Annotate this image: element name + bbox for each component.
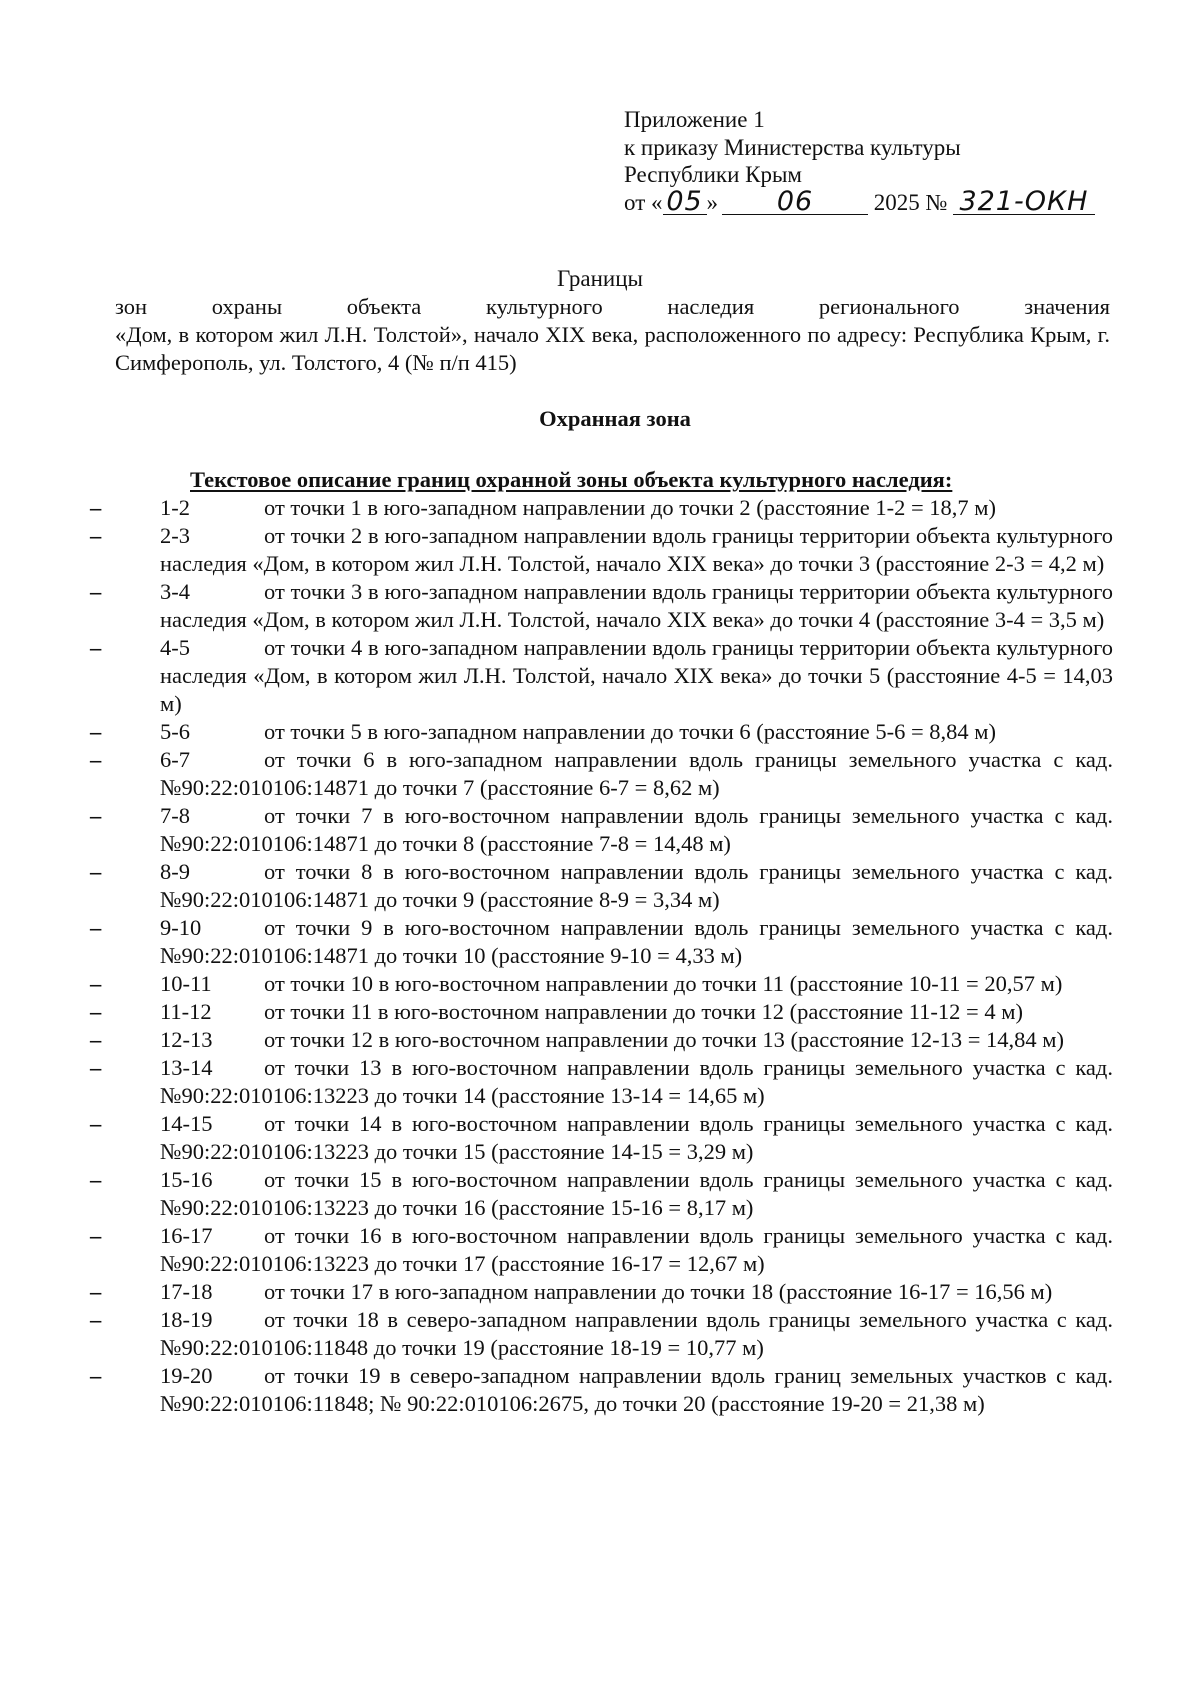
boundary-entry xyxy=(0,494,1113,522)
list-dash: – xyxy=(90,523,102,548)
segment-code: 5-6 xyxy=(160,719,190,744)
list-dash: – xyxy=(90,859,102,884)
segment-description: от точки 14 в юго-восточном направлении вдоль границы земельного участка с кад. №90:22:010106:13223 до точки 15 (расстояние 14-15 = 3,29 м) xyxy=(160,1111,1113,1164)
segment-code: 1-2 xyxy=(160,495,190,520)
segment-description: от точки 3 в юго-западном направлении вдоль границы территории объекта культурного наследия «Дом, в котором жил Л.Н. Толстой, начало XIX века» до точки 4 (расстояние 3-4 = 3,5 м) xyxy=(160,579,1113,632)
boundary-entry xyxy=(0,1054,1113,1110)
appendix-number: Приложение 1 xyxy=(624,107,765,132)
segment-description: от точки 12 в юго-восточном направлении до точки 13 (расстояние 12-13 = 14,84 м) xyxy=(264,1027,1065,1052)
segment-description: от точки 5 в юго-западном направлении до точки 6 (расстояние 5-6 = 8,84 м) xyxy=(264,719,997,744)
list-dash: – xyxy=(90,747,102,772)
list-dash: – xyxy=(90,1055,102,1080)
segment-description: от точки 19 в северо-западном направлении вдоль границ земельных участков с кад. №90:22:010106:11848; № 90:22:010106:2675, до точки 20 (расстояние 19-20 = 21,38 м) xyxy=(160,1363,1113,1416)
list-dash: – xyxy=(90,1167,102,1192)
segment-code: 10-11 xyxy=(160,971,212,996)
year-label: 2025 № xyxy=(873,189,948,215)
segment-code: 19-20 xyxy=(160,1363,213,1388)
boundary-entry xyxy=(0,1166,1113,1222)
boundary-entry xyxy=(0,578,1113,634)
segment-description: от точки 17 в юго-западном направлении до точки 18 (расстояние 16-17 = 16,56 м) xyxy=(264,1279,1053,1304)
handwritten-day: 05 xyxy=(663,190,707,215)
segment-code: 17-18 xyxy=(160,1279,213,1304)
date-day-close: » xyxy=(706,189,718,215)
boundary-entry xyxy=(0,1110,1113,1166)
list-dash: – xyxy=(90,1111,102,1136)
segment-code: 18-19 xyxy=(160,1307,213,1332)
segment-description: от точки 1 в юго-западном направлении до точки 2 (расстояние 1-2 = 18,7 м) xyxy=(264,495,997,520)
segment-description: от точки 6 в юго-западном направлении вдоль границы земельного участка с кад. №90:22:010106:14871 до точки 7 (расстояние 6-7 = 8,62 м) xyxy=(160,747,1113,800)
order-reference: к приказу Министерства культуры xyxy=(624,134,961,160)
date-prefix: от « xyxy=(624,189,663,215)
list-dash: – xyxy=(90,579,102,604)
zone-heading: Охранная зона xyxy=(539,406,691,431)
segment-code: 15-16 xyxy=(160,1167,213,1192)
handwritten-order-number: 321-ОКН xyxy=(953,190,1095,215)
boundary-entry xyxy=(0,1306,1113,1362)
boundary-entry xyxy=(0,746,1113,802)
segment-description: от точки 10 в юго-восточном направлении до точки 11 (расстояние 10-11 = 20,57 м) xyxy=(264,971,1063,996)
handwritten-month: 06 xyxy=(722,190,868,215)
boundary-entries-list xyxy=(0,494,1200,1418)
boundary-entry xyxy=(0,858,1113,914)
appendix-header xyxy=(624,106,1144,216)
segment-code: 7-8 xyxy=(160,803,190,828)
list-dash: – xyxy=(90,1279,102,1304)
list-dash: – xyxy=(90,635,102,660)
segment-description: от точки 9 в юго-восточном направлении вдоль границы земельного участка с кад. №90:22:010106:14871 до точки 10 (расстояние 9-10 = 4,33 м) xyxy=(160,915,1113,968)
boundary-entry xyxy=(0,802,1113,858)
segment-code: 13-14 xyxy=(160,1055,213,1080)
document-title: Границы xyxy=(557,266,643,291)
segment-code: 11-12 xyxy=(160,999,212,1024)
description-heading: Текстовое описание границ охранной зоны объекта культурного наследия: xyxy=(190,467,953,492)
boundary-entry xyxy=(0,1222,1113,1278)
segment-code: 16-17 xyxy=(160,1223,213,1248)
list-dash: – xyxy=(90,495,102,520)
segment-description: от точки 18 в северо-западном направлении вдоль границы земельного участка с кад. №90:22:010106:11848 до точки 19 (расстояние 18-19 = 10,77 м) xyxy=(160,1307,1113,1360)
list-dash: – xyxy=(90,1363,102,1388)
list-dash: – xyxy=(90,1027,102,1052)
segment-description: от точки 7 в юго-восточном направлении вдоль границы земельного участка с кад. №90:22:010106:14871 до точки 8 (расстояние 7-8 = 14,48 м) xyxy=(160,803,1113,856)
segment-code: 4-5 xyxy=(160,635,190,660)
list-dash: – xyxy=(90,999,102,1024)
subtitle-rest: «Дом, в котором жил Л.Н. Толстой», начало XIX века, расположенного по адресу: Республика Крым, г. Симферополь, ул. Толстого, 4 (№ п/п 415) xyxy=(115,322,1110,375)
segment-description: от точки 15 в юго-восточном направлении вдоль границы земельного участка с кад. №90:22:010106:13223 до точки 16 (расстояние 15-16 = 8,17 м) xyxy=(160,1167,1113,1220)
segment-description: от точки 2 в юго-западном направлении вдоль границы территории объекта культурного наследия «Дом, в котором жил Л.Н. Толстой, начало XIX века» до точки 3 (расстояние 2-3 = 4,2 м) xyxy=(160,523,1113,576)
ministry-region: Республики Крым xyxy=(624,162,802,187)
segment-description: от точки 8 в юго-восточном направлении вдоль границы земельного участка с кад. №90:22:010106:14871 до точки 9 (расстояние 8-9 = 3,34 м) xyxy=(160,859,1113,912)
boundary-entry xyxy=(0,634,1113,718)
segment-code: 14-15 xyxy=(160,1111,213,1136)
segment-description: от точки 4 в юго-западном направлении вдоль границы территории объекта культурного наследия «Дом, в котором жил Л.Н. Толстой, начало XIX века» до точки 5 (расстояние 4-5 = 14,03 м) xyxy=(160,635,1113,716)
segment-description: от точки 16 в юго-восточном направлении вдоль границы земельного участка с кад. №90:22:010106:13223 до точки 17 (расстояние 16-17 = 12,67 м) xyxy=(160,1223,1113,1276)
document-subtitle xyxy=(115,293,1110,377)
segment-description: от точки 13 в юго-восточном направлении вдоль границы земельного участка с кад. №90:22:010106:13223 до точки 14 (расстояние 13-14 = 14,65 м) xyxy=(160,1055,1113,1108)
list-dash: – xyxy=(90,1223,102,1248)
list-dash: – xyxy=(90,915,102,940)
list-dash: – xyxy=(90,971,102,996)
segment-code: 9-10 xyxy=(160,915,202,940)
list-dash: – xyxy=(90,803,102,828)
segment-code: 3-4 xyxy=(160,579,190,604)
segment-code: 2-3 xyxy=(160,523,190,548)
segment-code: 8-9 xyxy=(160,859,190,884)
boundary-entry xyxy=(0,1026,1113,1054)
boundary-entry xyxy=(0,970,1113,998)
order-date-line xyxy=(624,185,1144,217)
boundary-entry xyxy=(0,1362,1113,1418)
segment-code: 6-7 xyxy=(160,747,190,772)
boundary-entry xyxy=(0,718,1113,746)
list-dash: – xyxy=(90,1307,102,1332)
segment-description: от точки 11 в юго-восточном направлении до точки 12 (расстояние 11-12 = 4 м) xyxy=(264,999,1023,1024)
boundary-entry xyxy=(0,1278,1113,1306)
boundary-entry xyxy=(0,522,1113,578)
boundary-entry xyxy=(0,914,1113,970)
list-dash: – xyxy=(90,719,102,744)
boundary-entry xyxy=(0,998,1113,1026)
segment-code: 12-13 xyxy=(160,1027,213,1052)
subtitle-first-line: зон охраны объекта культурного наследия регионального значения xyxy=(115,294,1110,319)
